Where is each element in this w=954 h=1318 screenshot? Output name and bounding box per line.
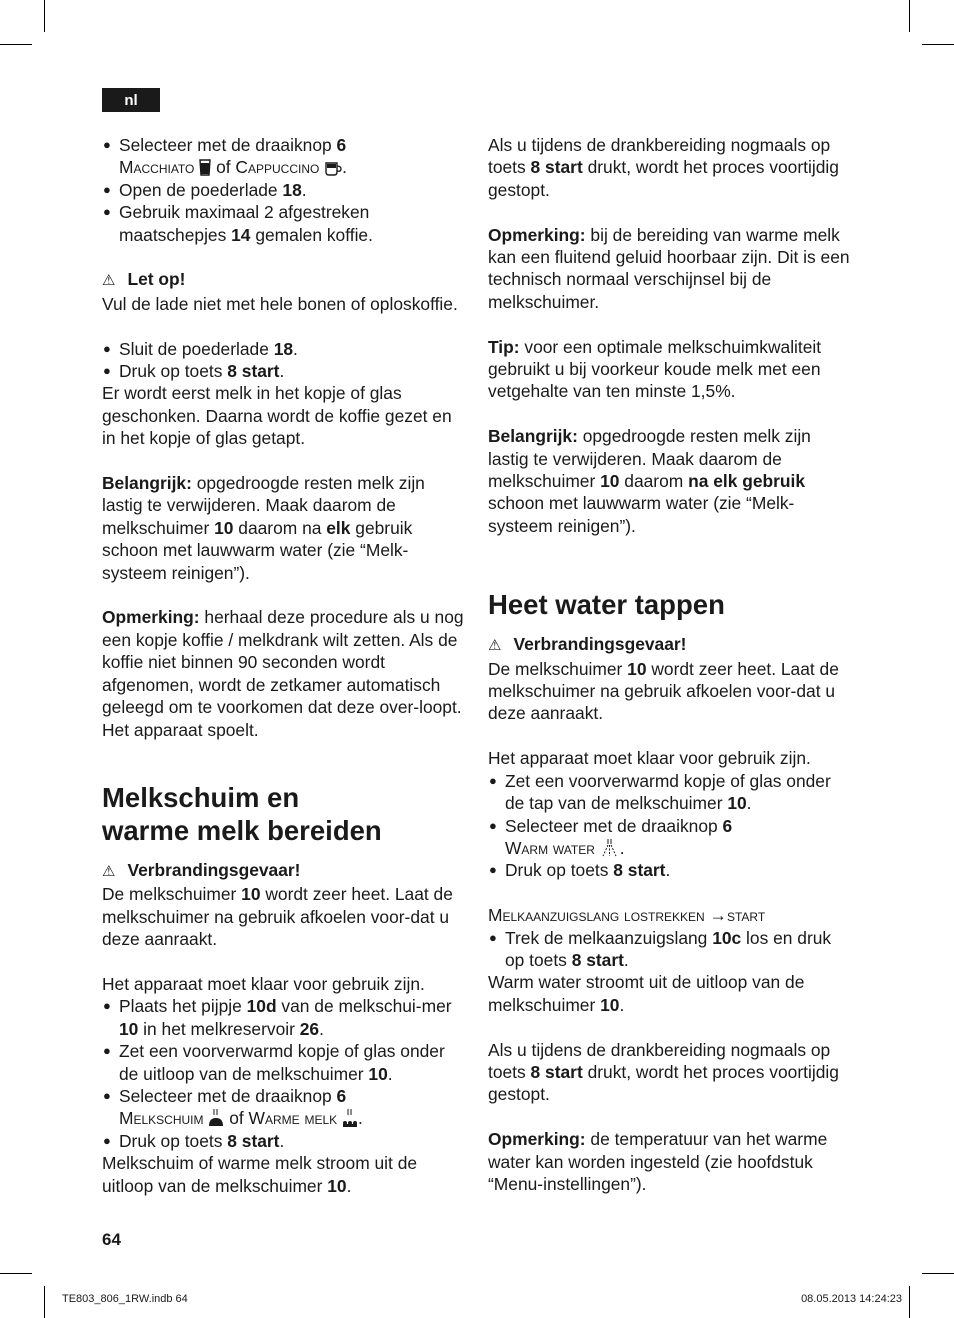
bullet-place-cup: ● Zet een voorverwarmd kopje of glas onder de uitloop van de melkschuimer 10.	[102, 1040, 468, 1085]
bullet-scoops: ● Gebruik maximaal 2 afgestreken maatschepjes 14 gemalen koffie.	[102, 201, 468, 246]
warning-heading: ⚠ Verbrandingsgevaar!	[488, 634, 687, 655]
crop-mark	[44, 1286, 45, 1318]
footer-date: 08.05.2013 14:24:23	[801, 1293, 902, 1305]
crop-mark	[909, 1286, 910, 1318]
footer-file: TE803_806_1RW.indb 64	[62, 1293, 188, 1305]
warning-heading: ⚠ Let op!	[102, 269, 186, 290]
paragraph: Warm water stroomt uit de uitloop van de melkschuimer 10.	[488, 972, 805, 1015]
warning-triangle-icon: ⚠	[488, 637, 502, 655]
crop-mark	[0, 1273, 32, 1274]
paragraph: Melkschuim of warme melk stroom uit de uitloop van de melkschuimer 10.	[102, 1153, 418, 1196]
warm-milk-icon	[342, 1109, 358, 1127]
remark-note: Opmerking: bij de bereiding van warme melk kan een fluitend geluid hoorbaar zijn. Dit is een technisch normaal verschijnsel bij de melkschuimer.	[488, 224, 850, 312]
paragraph: Het apparaat moet klaar voor gebruik zijn.	[488, 748, 811, 769]
display-message: Melkaanzuigslang lostrekken →start	[488, 905, 766, 926]
right-column	[488, 134, 854, 1195]
important-note: Belangrijk: opgedroogde resten melk zijn lastig te verwijderen. Maak daarom de melkschuimer 10 daarom na elk gebruik schoon met lauwwarm water (zie “Melk-systeem reinigen”).	[488, 426, 811, 536]
tip-note: Tip: voor een optimale melkschuimkwaliteit gebruikt u bij voorkeur koude melk met een vetgehalte van ten minste 1,5%.	[488, 336, 822, 402]
warning-triangle-icon: ⚠	[102, 862, 116, 880]
arrow-icon: →	[709, 905, 727, 926]
bullet-close-drawer: ● Sluit de poederlade 18.	[102, 338, 468, 360]
bullet-select-knob: ● Selecteer met de draaiknop 6 Warm water .	[488, 815, 854, 860]
bullet-open-drawer: ● Open de poederlade 18.	[102, 179, 468, 201]
milk-foam-icon	[208, 1109, 224, 1127]
language-tab: nl	[102, 88, 160, 112]
crop-mark	[922, 44, 954, 45]
left-column	[102, 134, 468, 1197]
section-heading: Melkschuim en warme melk bereiden	[102, 781, 382, 846]
bullet-select-knob: ● Selecteer met de draaiknop 6 Melkschuim of Warme melk .	[102, 1085, 468, 1130]
warning-text: De melkschuimer 10 wordt zeer heet. Laat de melkschuimer na gebruik afkoelen voor-dat u deze aanraakt.	[102, 884, 453, 950]
crop-mark	[44, 0, 45, 32]
warning-text: Vul de lade niet met hele bonen of oploskoffie.	[102, 293, 458, 314]
bullet-pull-hose: ● Trek de melkaanzuigslang 10c los en druk op toets 8 start.	[488, 927, 854, 972]
crop-mark	[922, 1273, 954, 1274]
paragraph: Er wordt eerst melk in het kopje of glas geschonken. Daarna wordt de koffie gezet en in het kopje of glas getapt.	[102, 383, 452, 449]
crop-mark	[909, 0, 910, 32]
page-number: 64	[102, 1230, 121, 1249]
bullet-press-start: ● Druk op toets 8 start.	[488, 859, 854, 881]
crop-mark	[0, 44, 32, 45]
section-heading: Heet water tappen	[488, 589, 725, 621]
cappuccino-cup-icon	[324, 160, 342, 176]
bullet-select-knob: ● Selecteer met de draaiknop 6 Macchiato of Cappuccino .	[102, 134, 468, 179]
bullet-place-pipe: ● Plaats het pijpje 10d van de melkschui-mer 10 in het melkreservoir 26.	[102, 995, 468, 1040]
remark-note: Opmerking: herhaal deze procedure als u nog een kopje koffie / melkdrank wilt zetten. Als de koffie niet binnen 90 seconden wordt afgenomen, wordt de zetkamer automatisch geleegd om te voorkomen dat deze over-loopt. Het apparaat spoelt.	[102, 607, 464, 740]
bullet-place-cup: ● Zet een voorverwarmd kopje of glas onder de tap van de melkschuimer 10.	[488, 770, 854, 815]
paragraph: Het apparaat moet klaar voor gebruik zijn.	[102, 973, 425, 994]
paragraph: Als u tijdens de drankbereiding nogmaals op toets 8 start drukt, wordt het proces voortijdig gestopt.	[488, 1039, 839, 1105]
warning-heading: ⚠ Verbrandingsgevaar!	[102, 859, 301, 880]
remark-note: Opmerking: de temperatuur van het warme water kan worden ingesteld (zie hoofdstuk “Menu-instellingen”).	[488, 1129, 828, 1194]
macchiato-glass-icon	[199, 158, 211, 176]
warm-water-icon	[600, 839, 620, 857]
bullet-press-start: ● Druk op toets 8 start.	[102, 360, 468, 382]
paragraph: Als u tijdens de drankbereiding nogmaals op toets 8 start drukt, wordt het proces voortijdig gestopt.	[488, 135, 839, 200]
warning-text: De melkschuimer 10 wordt zeer heet. Laat de melkschuimer na gebruik afkoelen voor-dat u deze aanraakt.	[488, 658, 839, 724]
warning-triangle-icon: ⚠	[102, 272, 116, 290]
bullet-press-start: ● Druk op toets 8 start.	[102, 1130, 468, 1152]
important-note: Belangrijk: opgedroogde resten melk zijn lastig te verwijderen. Maak daarom de melkschuimer 10 daarom na elk gebruik schoon met lauwwarm water (zie “Melk-systeem reinigen”).	[102, 473, 425, 583]
